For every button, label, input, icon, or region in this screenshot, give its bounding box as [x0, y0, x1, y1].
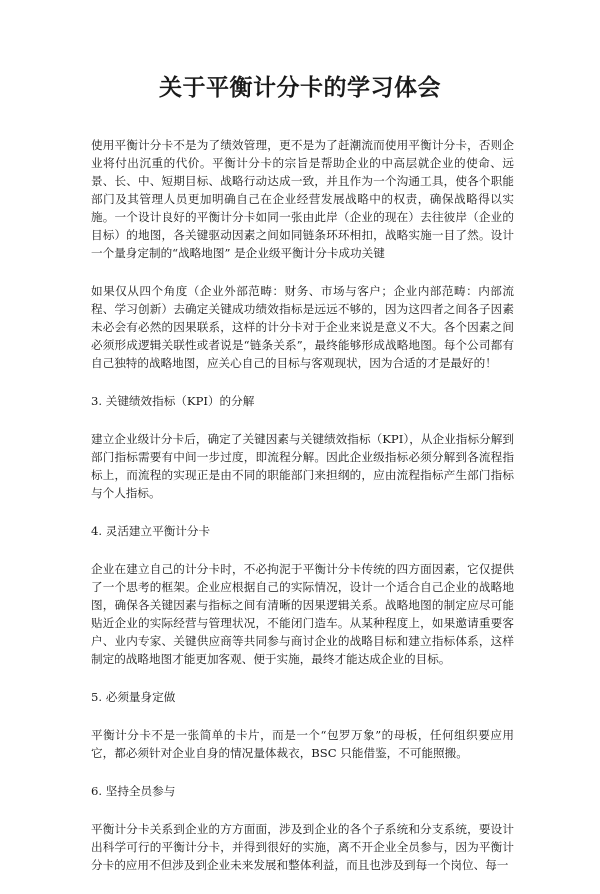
paragraph: 建立企业级计分卡后，确定了关键因素与关键绩效指标（KPI），从企业指标分解到部门指标需要有中间一步过度，即流程分解。因此企业级指标必须分解到各流程指标上，而流程的实现正是由不同的职能部门来担纲的，应由流程指标产生部门指标与个人指标。: [91, 432, 514, 500]
paragraph: 使用平衡计分卡不是为了绩效管理，更不是为了赶潮流而使用平衡计分卡，否则企业将付出沉重的代价。平衡计分卡的宗旨是帮助企业的中高层就企业的使命、远景、长、中、短期目标、战略行动达成一致，并且作为一个沟通工具，使各个职能部门及其管理人员更加明确自己在企业经营发展战略中的权责，确保战略得以实施。一个设计良好的平衡计分卡如同一张由此岸（企业的现在）去往彼岸（企业的目标）的地图，各关键驱动因素之间如同链条环环相扣，战略实施一目了然。设计一个量身定制的“战略地图” 是企业级平衡计分卡成功关键: [91, 138, 514, 260]
document-title: 关于平衡计分卡的学习体会: [159, 74, 441, 101]
section-heading: 3. 关键绩效指标（KPI）的分解: [91, 394, 255, 408]
section-heading: 4. 灵活建立平衡计分卡: [91, 524, 211, 538]
paragraph: 平衡计分卡关系到企业的方方面面，涉及到企业的各个子系统和分支系统，要设计出科学可行的平衡计分卡，并得到很好的实施，离不开企业全员参与，因为平衡计分卡的应用不但涉及到企业未来发展和整体利益，而且也涉及到每一个岗位、每一: [91, 822, 514, 872]
section-heading: 6. 坚持全员参与: [91, 784, 176, 798]
document-body: [91, 136, 514, 894]
paragraph: 如果仅从四个角度（企业外部范畴：财务、市场与客户；企业内部范畴：内部流程、学习创新）去确定关键成功绩效指标是远远不够的，因为这四者之间各子因素未必会有必然的因果联系，这样的计分卡对于企业来说是意义不大。各个因素之间必须形成逻辑关联性或者说是“链条关系”，最终能够形成战略地图。每个公司都有自己独特的战略地图，应关心自己的目标与客观现状，因为合适的才是最好的！: [91, 284, 514, 370]
section-heading: 5. 必须量身定做: [91, 690, 176, 704]
paragraph: 企业在建立自己的计分卡时，不必拘泥于平衡计分卡传统的四方面因素，它仅提供了一个思考的框架。企业应根据自己的实际情况，设计一个适合自己企业的战略地图，确保各关键因素与指标之间有清晰的因果逻辑关系。战略地图的制定应尽可能贴近企业的实际经营与管理状况，不能闭门造车。从某种程度上，如果邀请重要客户、业内专家、关键供应商等共同参与商讨企业的战略目标和建立指标体系，这样制定的战略地图才能更加客观、便于实施，最终才能达成企业的目标。: [91, 562, 514, 666]
paragraph: 平衡计分卡不是一张简单的卡片，而是一个“包罗万象”的母板，任何组织要应用它，都必须针对企业自身的情况量体裁衣，BSC 只能借鉴，不可能照搬。: [91, 728, 514, 760]
